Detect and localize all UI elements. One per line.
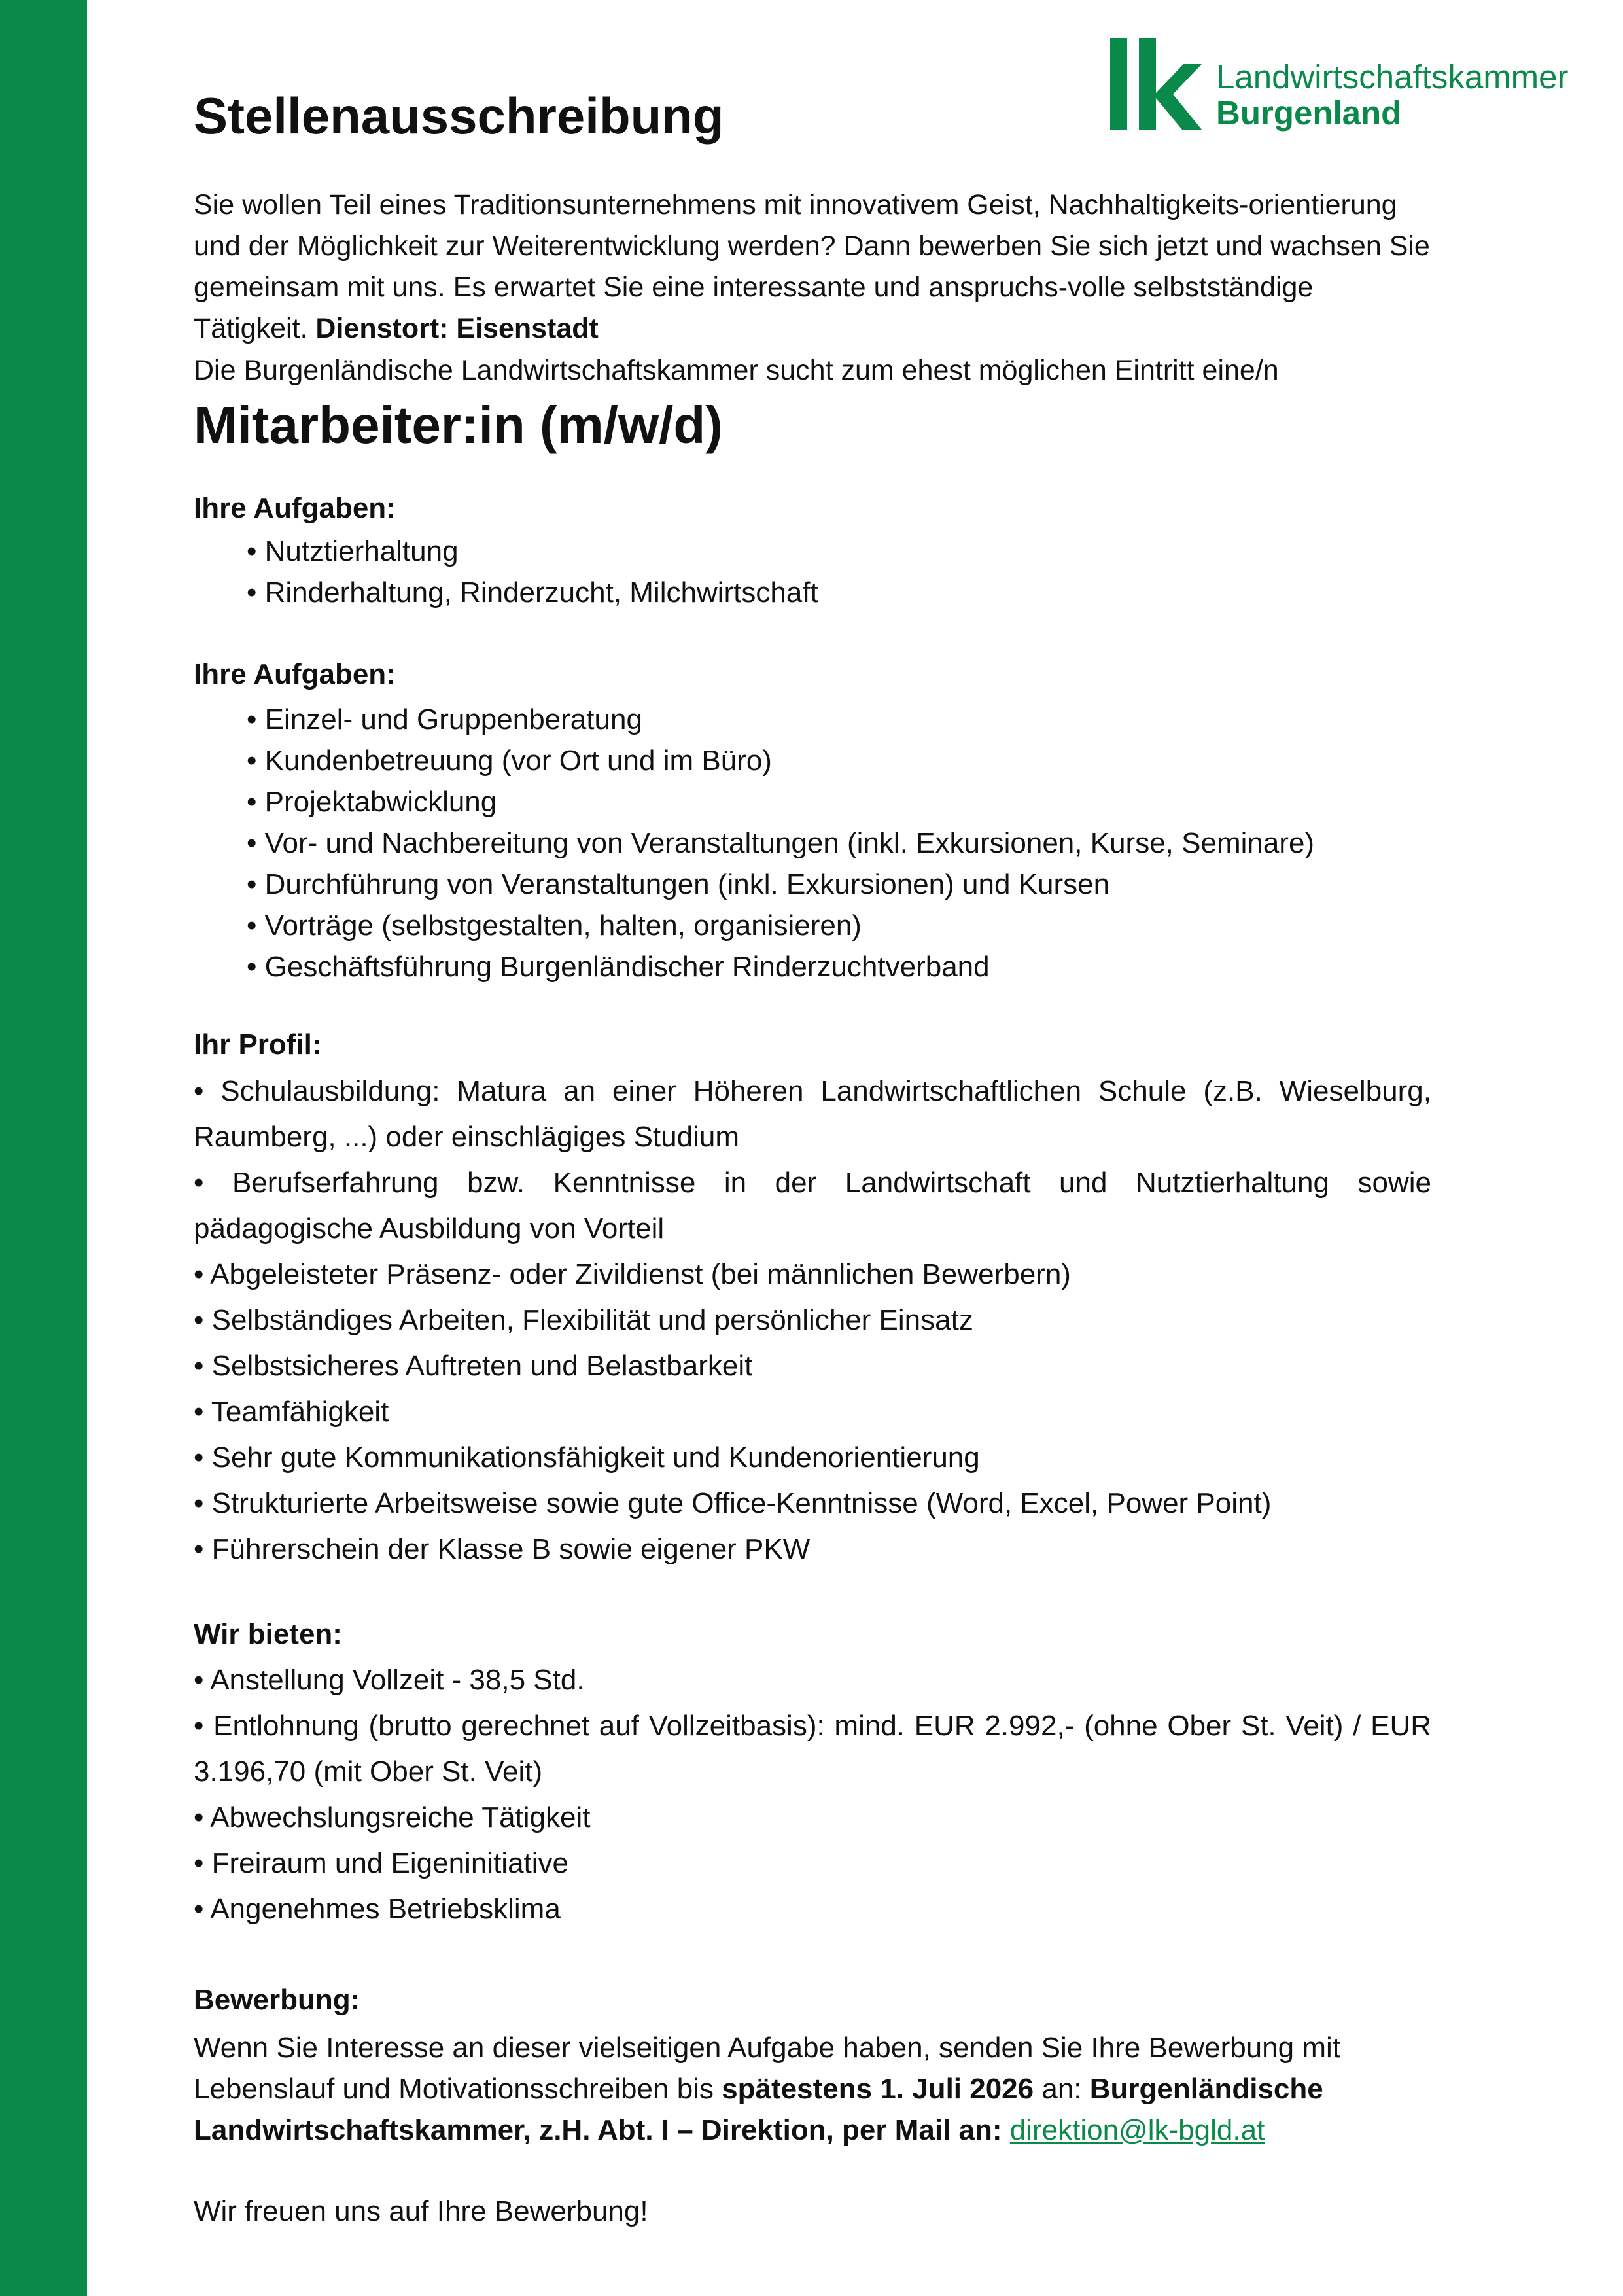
list-item: • Abgeleisteter Präsenz- oder Zivildienst (bei männlichen Bewerbern): [194, 1258, 1071, 1290]
company-logo: [1110, 27, 1575, 139]
tasks-list-1: [247, 531, 818, 613]
list-item: • Teamfähigkeit: [194, 1396, 389, 1428]
list-item: • Vor- und Nachbereitung von Veranstaltungen (inkl. Exkursionen, Kurse, Seminare): [247, 827, 1315, 859]
section-heading-tasks-2: Ihre Aufgaben:: [194, 658, 396, 690]
left-accent-bar: [0, 0, 87, 2296]
list-item: • Führerschein der Klasse B sowie eigener PKW: [194, 1533, 811, 1565]
list-item: • Rinderhaltung, Rinderzucht, Milchwirtschaft: [247, 576, 818, 609]
list-item: • Entlohnung (brutto gerechnet auf Vollzeitbasis): mind. EUR 2.992,- (ohne Ober St. Veit) / EUR 3.196,70 (mit Ober St. Veit): [194, 1710, 1431, 1788]
list-item: • Kundenbetreuung (vor Ort und im Büro): [247, 745, 772, 777]
section-heading-application: Bewerbung:: [194, 1984, 360, 2016]
application-text-1: Wenn Sie Interesse an dieser vielseitigen Aufgabe haben, senden Sie Ihre Bewerbung mit Lebenslauf und Motivationsschreiben bis: [194, 2032, 1340, 2105]
list-item: • Einzel- und Gruppenberatung: [247, 703, 642, 735]
application-recipient: Burgenländische Landwirtschaftskammer, z.H. Abt. I – Direktion, per Mail an:: [194, 2073, 1323, 2146]
offer-list: [194, 1657, 1431, 1932]
email-link[interactable]: direktion@lk-bgld.at: [1009, 2114, 1265, 2146]
intro-line-2: Die Burgenländische Landwirtschaftskammer sucht zum ehest möglichen Eintritt eine/n: [194, 355, 1279, 386]
lk-logo-icon: [1110, 38, 1202, 130]
application-text-2: an:: [1041, 2073, 1082, 2105]
logo-line-2: Burgenland: [1216, 94, 1402, 132]
list-item: • Selbstsicheres Auftreten und Belastbarkeit: [194, 1350, 753, 1382]
section-heading-tasks-1: Ihre Aufgaben:: [194, 492, 396, 524]
list-item: • Nutztierhaltung: [247, 535, 459, 567]
application-deadline: spätestens 1. Juli 2026: [722, 2073, 1034, 2105]
list-item: • Schulausbildung: Matura an einer Höheren Landwirtschaftlichen Schule (z.B. Wieselburg, Raumberg, ...) oder einschlägiges Studium: [194, 1075, 1431, 1153]
intro-text: Sie wollen Teil eines Traditionsunternehmens mit innovativem Geist, Nachhaltigkeits-orientierung und der Möglichkeit zur Weiterentwicklung werden? Dann bewerben Sie sich jetzt und wachsen Sie gemeinsam mit uns. Es erwartet Sie eine interessante und anspruchs-volle selbstständige Tätigkeit.: [194, 189, 1430, 344]
list-item: • Durchführung von Veranstaltungen (inkl. Exkursionen) und Kursen: [247, 868, 1110, 900]
list-item: • Sehr gute Kommunikationsfähigkeit und Kundenorientierung: [194, 1441, 980, 1474]
page-title: Stellenausschreibung: [194, 87, 724, 145]
list-item: • Projektabwicklung: [247, 786, 497, 818]
list-item: • Vorträge (selbstgestalten, halten, organisieren): [247, 910, 862, 942]
tasks-list-2: [247, 699, 1314, 987]
closing-line: Wir freuen uns auf Ihre Bewerbung!: [194, 2195, 648, 2227]
application-paragraph: [194, 2027, 1431, 2151]
profile-list: [194, 1069, 1431, 1572]
list-item: • Selbständiges Arbeiten, Flexibilität und persönlicher Einsatz: [194, 1304, 973, 1336]
logo-line-1: Landwirtschaftskammer: [1216, 58, 1569, 96]
position-title: Mitarbeiter:in (m/w/d): [194, 396, 723, 454]
logo-wordmark: [1216, 59, 1569, 131]
list-item: • Geschäftsführung Burgenländischer Rinderzuchtverband: [247, 951, 990, 983]
list-item: • Berufserfahrung bzw. Kenntnisse in der Landwirtschaft und Nutztierhaltung sowie pädagogische Ausbildung von Vorteil: [194, 1167, 1431, 1245]
list-item: • Angenehmes Betriebsklima: [194, 1893, 561, 1925]
list-item: • Abwechslungsreiche Tätigkeit: [194, 1801, 591, 1833]
section-heading-profile: Ihr Profil:: [194, 1029, 322, 1061]
list-item: • Anstellung Vollzeit - 38,5 Std.: [194, 1664, 585, 1696]
list-item: • Freiraum und Eigeninitiative: [194, 1847, 569, 1879]
list-item: • Strukturierte Arbeitsweise sowie gute Office-Kenntnisse (Word, Excel, Power Point): [194, 1487, 1272, 1519]
location: Dienstort: Eisenstadt: [315, 313, 599, 344]
section-heading-offer: Wir bieten:: [194, 1618, 342, 1650]
intro-paragraph: [194, 185, 1431, 349]
